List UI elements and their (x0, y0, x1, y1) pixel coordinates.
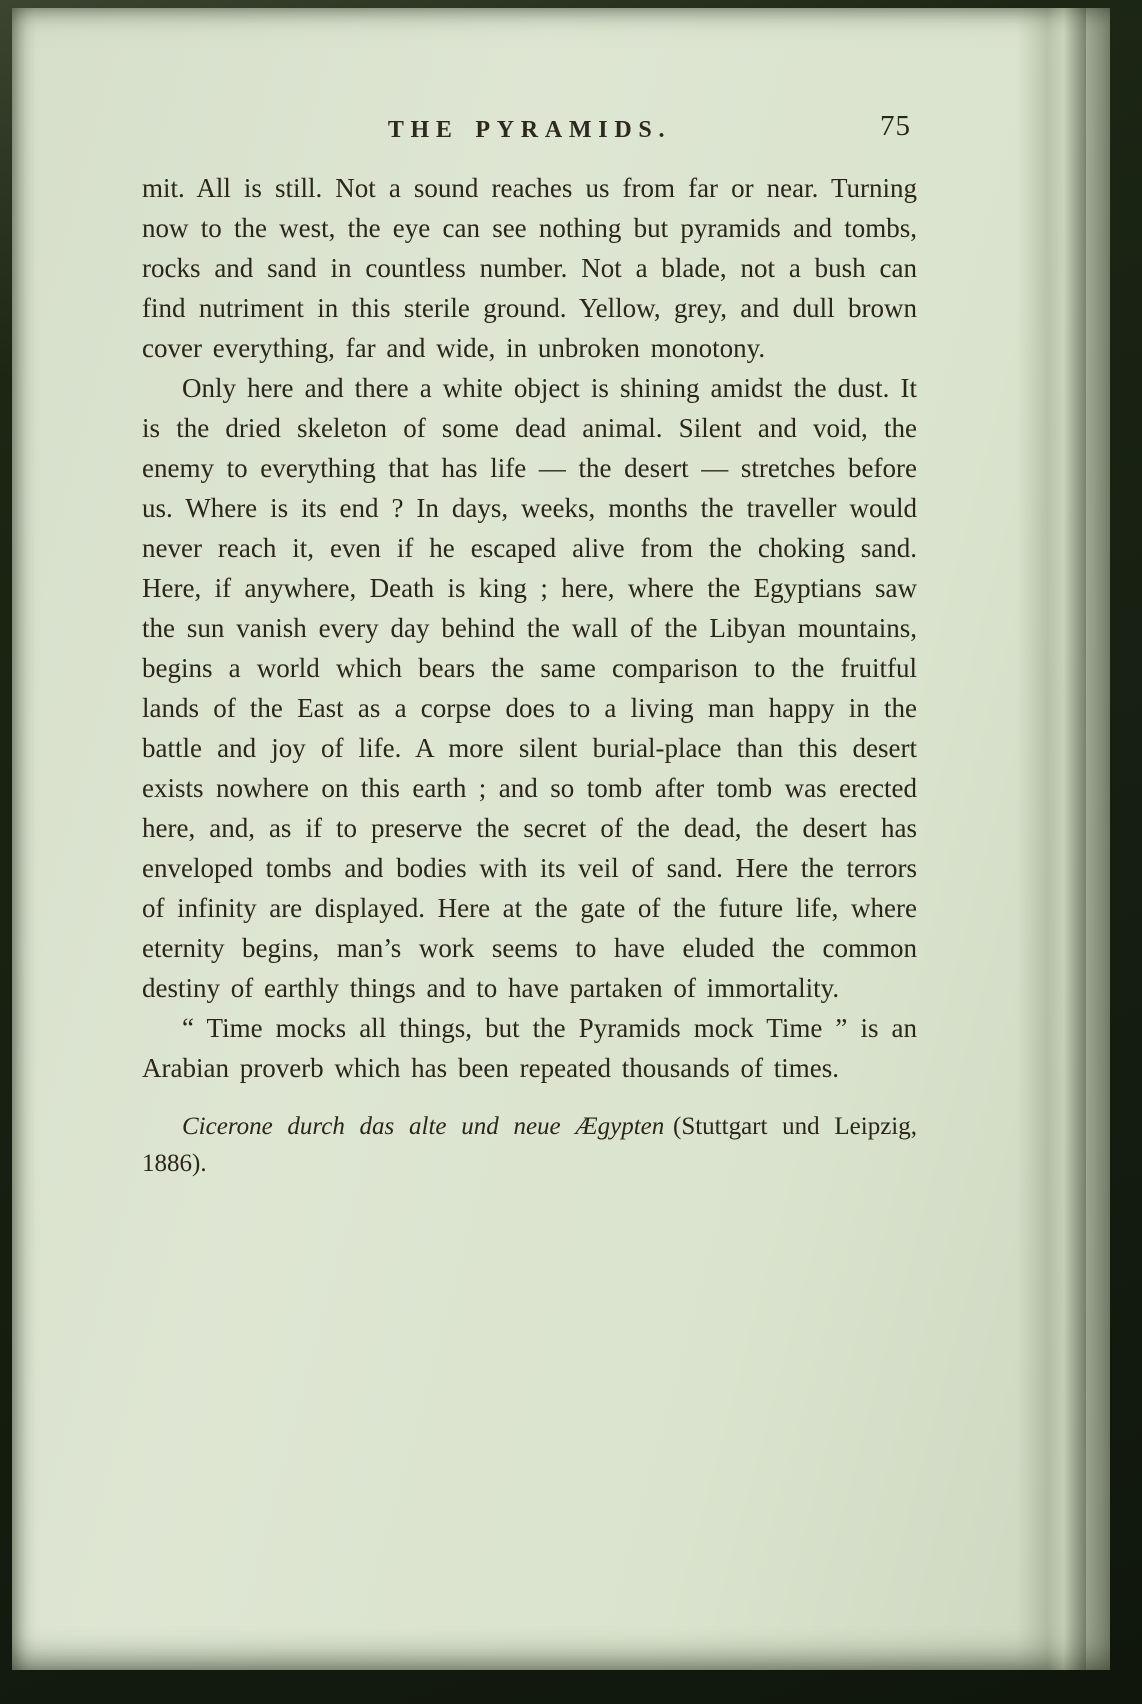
paragraph: Only here and there a white object is shining amidst the dust. It is the dried skeleton of some dead animal. Silent and void, the enemy to everything that has life — the desert — stretches before us. Where is its end ? In days, weeks, months the traveller would never reach it, even if he escaped alive from the choking sand. Here, if anywhere, Death is king ; here, where the Egyptians saw the sun vanish every day behind the wall of the Libyan mountains, begins a world which bears the same comparison to the fruitful lands of the East as a corpse does to a living man happy in the battle and joy of life. A more silent burial-place than this desert exists nowhere on this earth ; and so tomb after tomb was erected here, and, as if to preserve the secret of the dead, the desert has enveloped tombs and bodies with its veil of sand. Here the terrors of infinity are displayed. Here at the gate of the future life, where eternity begins, man’s work seems to have eluded the common destiny of earthly things and to have partaken of immortality. (142, 373, 917, 1003)
running-head-title: THE PYRAMIDS. (387, 117, 672, 143)
paragraph-continuation: mit. All is still. Not a sound reaches us from far or near. Turning now to the west, the eye can see nothing but pyramids and tombs, rocks and sand in countless number. Not a blade, not a bush can find nutriment in this sterile ground. Yellow, grey, and dull brown cover everything, far and wide, in unbroken monotony. (142, 173, 917, 363)
paragraph-proverb: “ Time mocks all things, but the Pyramids mock Time ” is an Arabian proverb which has been repeated thousands of times. (142, 1013, 917, 1083)
page-header (142, 104, 917, 146)
footnote (142, 1108, 917, 1182)
footnote-citation-title: Cicerone durch das alte und neue Ægypten (182, 1113, 665, 1140)
page-content (142, 104, 917, 1182)
footnote-publisher: (Stuttgart und Leipzig, 1886). (142, 1113, 917, 1177)
book-page-paper (12, 8, 1110, 1670)
page-number: 75 (880, 110, 911, 142)
